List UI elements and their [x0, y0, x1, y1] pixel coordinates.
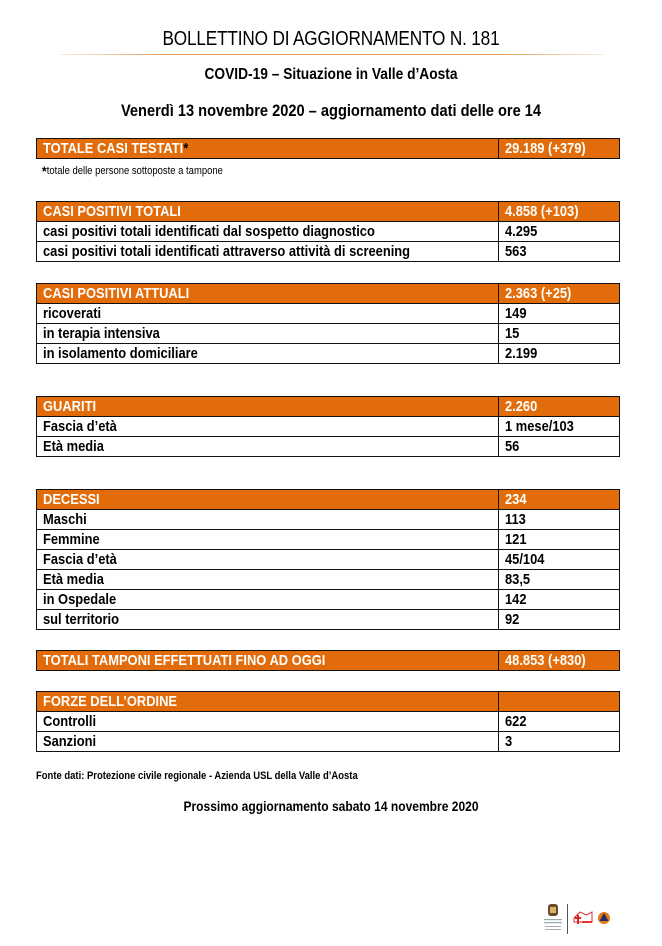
table-row	[37, 222, 620, 242]
header-value: 29.189 (+379)	[499, 139, 620, 159]
header-value: 2.260	[499, 397, 620, 417]
regione-crest-icon	[544, 904, 562, 930]
row-label: Età media	[43, 571, 104, 588]
row-label: in isolamento domiciliare	[43, 345, 198, 362]
table-row	[37, 732, 620, 752]
table-row	[37, 712, 620, 732]
header-value	[499, 692, 620, 712]
logos-strip	[540, 900, 620, 938]
table-header-row	[37, 139, 620, 159]
table-row	[37, 610, 620, 630]
table-row	[37, 570, 620, 590]
table-row	[37, 550, 620, 570]
usl-logo-icon	[574, 912, 592, 924]
casi-positivi-totali-table	[36, 201, 620, 262]
table-header-row	[37, 490, 620, 510]
row-value: 45/104	[505, 551, 545, 568]
table-row	[37, 304, 620, 324]
row-value: 15	[505, 325, 520, 342]
row-label: Maschi	[43, 511, 87, 528]
header-label: FORZE DELL’ORDINE	[37, 692, 499, 712]
subtitle: COVID-19 – Situazione in Valle d’Aosta	[204, 66, 458, 83]
row-value: 563	[505, 243, 527, 260]
bulletin-title: BOLLETTINO DI AGGIORNAMENTO N. 181	[162, 28, 500, 50]
footnote: *totale delle persone sottoposte a tampone	[42, 163, 223, 179]
row-value: 121	[505, 531, 527, 548]
table-row	[37, 590, 620, 610]
row-label: sul territorio	[43, 611, 119, 628]
casi-positivi-attuali-table	[36, 283, 620, 364]
row-value: 3	[505, 733, 513, 750]
header-label: CASI POSITIVI TOTALI	[37, 202, 499, 222]
totale-casi-testati-table	[36, 138, 620, 159]
table-row	[37, 344, 620, 364]
row-value: 113	[505, 511, 526, 528]
row-value: 622	[505, 713, 527, 730]
header-label: DECESSI	[37, 490, 499, 510]
header-label: TOTALI TAMPONI EFFETTUATI FINO AD OGGI	[37, 651, 499, 671]
table-header-row	[37, 397, 620, 417]
date-line: Venerdì 13 novembre 2020 – aggiornamento dati delle ore 14	[120, 101, 542, 120]
title-divider	[60, 54, 604, 55]
row-label: casi positivi totali identificati dal sospetto diagnostico	[43, 223, 375, 240]
header-value: 234	[499, 490, 620, 510]
row-label: Età media	[43, 438, 104, 455]
header-label: TOTALE CASI TESTATI*	[37, 139, 499, 159]
table-row	[37, 324, 620, 344]
header-value: 4.858 (+103)	[499, 202, 620, 222]
table-row	[37, 510, 620, 530]
row-label: in Ospedale	[43, 591, 117, 608]
row-value: 83,5	[505, 571, 531, 588]
row-value: 4.295	[505, 223, 538, 240]
row-label: in terapia intensiva	[43, 325, 160, 342]
table-header-row	[37, 651, 620, 671]
table-header-row	[37, 692, 620, 712]
row-label: ricoverati	[43, 305, 102, 322]
table-row	[37, 530, 620, 550]
header-value: 2.363 (+25)	[499, 284, 620, 304]
row-label: Sanzioni	[43, 733, 97, 750]
forze-ordine-table	[36, 691, 620, 752]
row-label: Controlli	[43, 713, 97, 730]
header-value: 48.853 (+830)	[499, 651, 620, 671]
row-label: casi positivi totali identificati attraverso attività di screening	[43, 243, 411, 260]
next-update: Prossimo aggiornamento sabato 14 novembre 2020	[183, 798, 479, 814]
row-label: Fascia d’età	[43, 418, 117, 435]
asterisk: *	[183, 140, 189, 157]
row-value: 142	[505, 591, 527, 608]
protezione-civile-icon	[598, 912, 610, 924]
row-label: Fascia d’età	[43, 551, 117, 568]
row-value: 92	[505, 611, 520, 628]
row-value: 2.199	[505, 345, 538, 362]
header-label: GUARITI	[37, 397, 499, 417]
data-source: Fonte dati: Protezione civile regionale - Azienda USL della Valle d’Aosta	[36, 770, 358, 782]
table-row	[37, 417, 620, 437]
table-row	[37, 242, 620, 262]
table-header-row	[37, 284, 620, 304]
decessi-table	[36, 489, 620, 630]
row-value: 56	[505, 438, 520, 455]
header-label: CASI POSITIVI ATTUALI	[37, 284, 499, 304]
row-value: 1 mese/103	[505, 418, 574, 435]
guariti-table	[36, 396, 620, 457]
table-header-row	[37, 202, 620, 222]
totali-tamponi-table	[36, 650, 620, 671]
row-label: Femmine	[43, 531, 100, 548]
row-value: 149	[505, 305, 527, 322]
table-row	[37, 437, 620, 457]
